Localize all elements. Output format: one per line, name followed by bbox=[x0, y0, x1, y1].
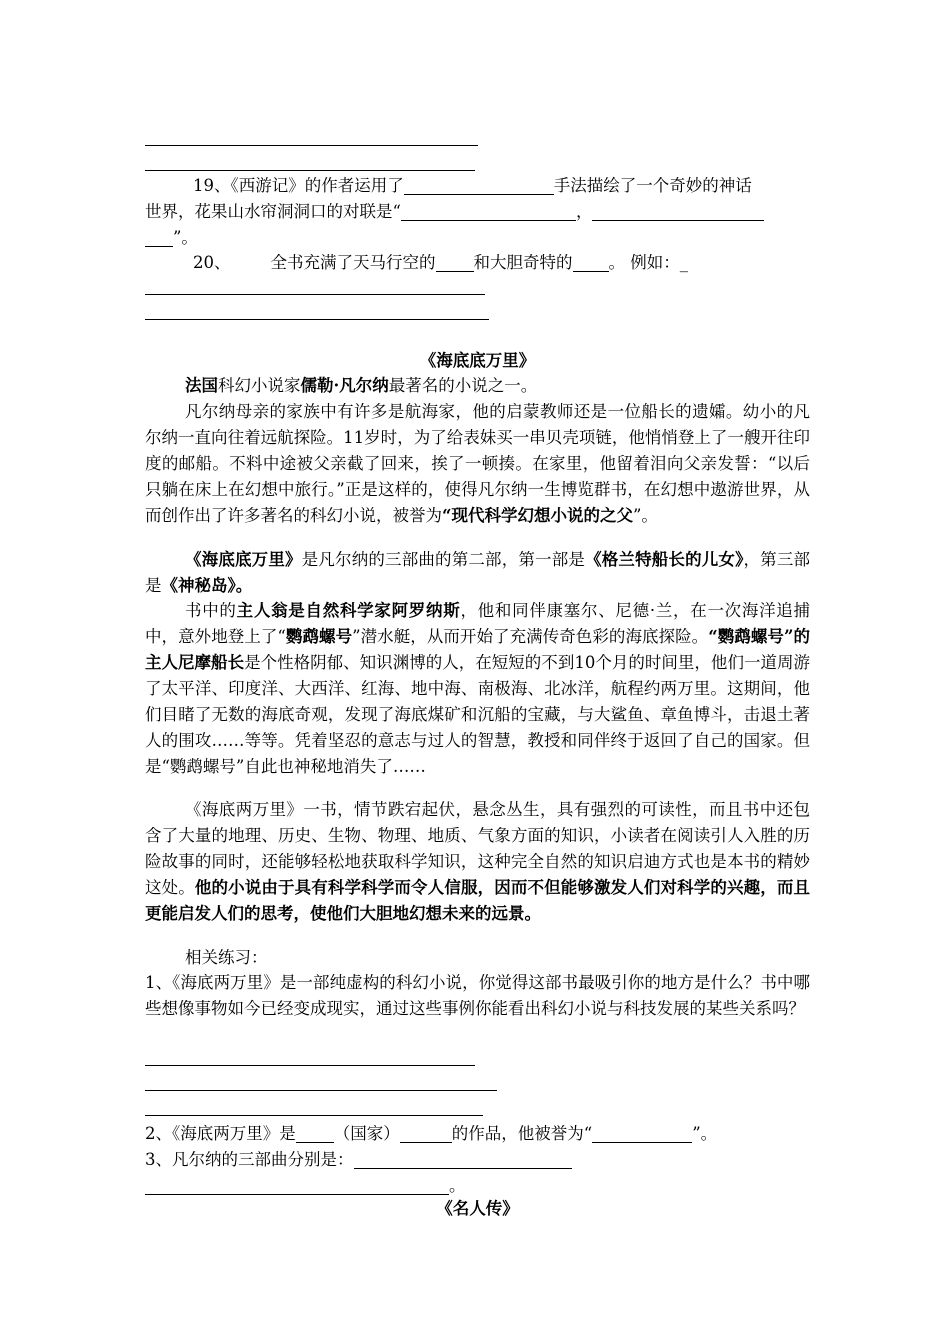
question-number: 19、 bbox=[193, 176, 231, 195]
fill-blank[interactable] bbox=[145, 1176, 449, 1195]
answer-line bbox=[145, 294, 485, 295]
answer-line bbox=[145, 170, 475, 171]
fill-blank[interactable] bbox=[354, 1150, 572, 1169]
section-title-next: 《名人传》 bbox=[436, 1199, 519, 1218]
fill-blank[interactable] bbox=[592, 1124, 692, 1143]
question-20: 20、 全书充满了天马行空的 和大胆奇特的 。 例如：_ bbox=[193, 253, 688, 272]
question-number: 20、 bbox=[193, 253, 231, 272]
exercise-1: 1、《海底两万里》是一部纯虚构的科幻小说，你觉得这部书最吸引你的地方是什么？书中哪些想像事物如今已经变成现实，通过这些事例你能看出科幻小说与科技发展的某些关系吗？ bbox=[145, 973, 810, 1018]
answer-line bbox=[145, 1115, 483, 1116]
exercise-3-continued: 。 bbox=[145, 1173, 810, 1199]
fill-blank[interactable] bbox=[145, 228, 173, 247]
fill-blank[interactable] bbox=[296, 1124, 334, 1143]
answer-line bbox=[145, 1090, 497, 1091]
fill-blank[interactable] bbox=[400, 1124, 452, 1143]
section-title: 《海底底万里》 bbox=[419, 351, 536, 370]
fill-blank[interactable] bbox=[404, 176, 554, 195]
intro-line: 法国科幻小说家儒勒·凡尔纳最著名的小说之一。 bbox=[185, 376, 538, 395]
answer-line bbox=[145, 145, 478, 146]
practice-label: 相关练习： bbox=[185, 948, 268, 967]
paragraph-plot: 书中的主人翁是自然科学家阿罗纳斯，他和同伴康塞尔、尼德·兰，在一次海洋追捕中，意外地登上了“鹦鹉螺号”潜水艇，从而开始了充满传奇色彩的海底探险。“鹦鹉螺号”的主人尼摩船长是个性格阴郁、知识渊博的人，在短短的不到10个月的时间里，他们一道周游了太平洋、印度洋、大西洋、红海、地中海、南极海、北冰洋，航程约两万里。这期间，他们目睹了无数的海底奇观，发现了海底煤矿和沉船的宝藏，与大鲨鱼、章鱼博斗，击退土著人的围攻……等等。凭着坚忍的意志与过人的智慧，教授和同伴终于返回了自己的国家。但是“鹦鹉螺号”自此也神秘地消失了…… bbox=[145, 601, 811, 776]
paragraph-trilogy: 《海底底万里》是凡尔纳的三部曲的第二部，第一部是《格兰特船长的儿女》，第三部是《神秘岛》。 bbox=[145, 550, 811, 595]
answer-line bbox=[145, 319, 489, 320]
fill-blank[interactable] bbox=[436, 253, 474, 272]
question-19: 19、《西游记》的作者运用了 手法描绘了一个奇妙的神话 世界，花果山水帘洞洞口的对联是“ ， ”。 bbox=[145, 173, 810, 251]
exercise-3: 3、凡尔纳的三部曲分别是： bbox=[145, 1147, 810, 1173]
paragraph-biography: 凡尔纳母亲的家族中有许多是航海家，他的启蒙教师还是一位船长的遗孀。幼小的凡尔纳一直向往着远航探险。11岁时，为了给表妹买一串贝壳项链，他悄悄登上了一艘开往印度的邮船。不料中途被父亲截了回来，挨了一顿揍。在家里，他留着泪向父亲发誓：“以后只躺在床上在幻想中旅行。”正是这样的，使得凡尔纳一生博览群书，在幻想中遨游世界，从而创作出了许多著名的科幻小说，被誉为“现代科学幻想小说的之父”。 bbox=[145, 402, 810, 525]
fill-blank[interactable] bbox=[592, 202, 764, 221]
paragraph-review: 《海底两万里》一书，情节跌宕起伏，悬念丛生，具有强烈的可读性，而且书中还包含了大量的地理、历史、生物、物理、地质、气象方面的知识，小读者在阅读引人入胜的历险故事的同时，还能够轻松地获取科学知识，这种完全自然的知识启迪方式也是本书的精妙这处。他的小说由于具有科学科学而令人信服，因而不但能够激发人们对科学的兴趣，而且更能启发人们的思考，使他们大胆地幻想未来的远景。 bbox=[145, 800, 811, 923]
answer-line bbox=[145, 1065, 475, 1066]
exercise-2: 2、《海底两万里》是 （国家） 的作品，他被誉为“ ”。 bbox=[145, 1124, 718, 1143]
fill-blank[interactable] bbox=[573, 253, 609, 272]
fill-blank[interactable] bbox=[401, 202, 576, 221]
